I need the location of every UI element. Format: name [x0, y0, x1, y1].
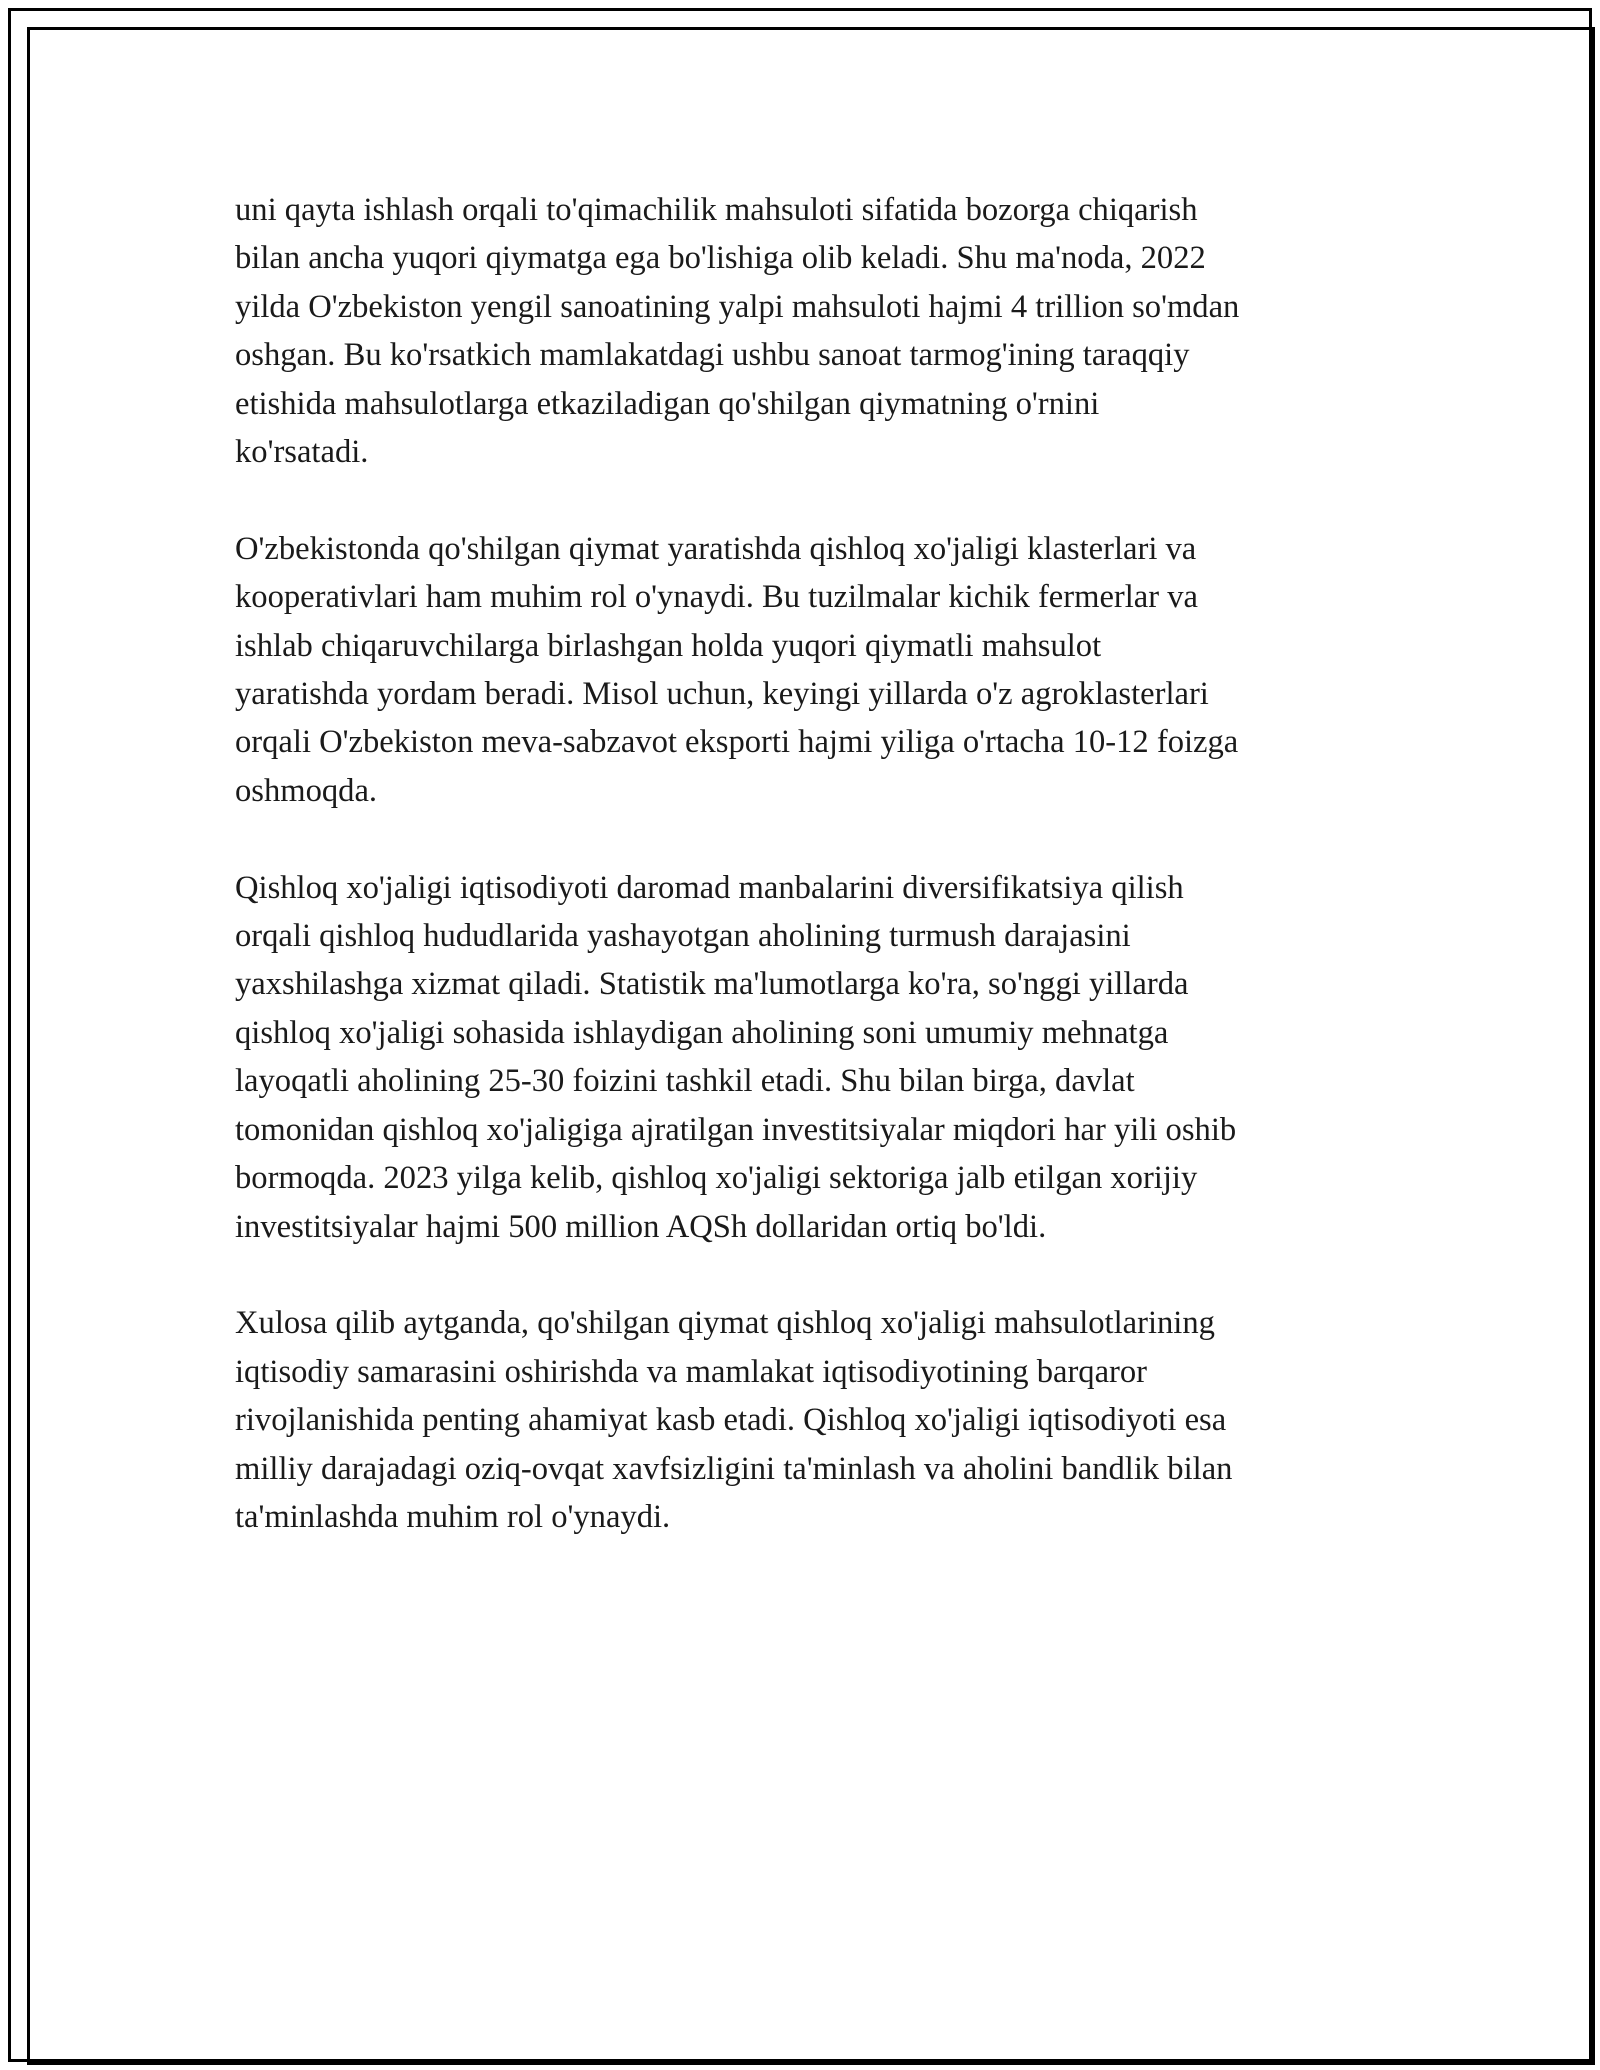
text-line: ishlab chiqaruvchilarga birlashgan holda yuqori qiymatli mahsulot	[235, 627, 1102, 664]
text-line: kooperativlari ham muhim rol o'ynaydi. Bu tuzilmalar kichik fermerlar va	[235, 579, 1199, 616]
text-line: orqali O'zbekiston meva-sabzavot eksporti hajmi yiliga o'rtacha 10-12 foizga	[235, 724, 1239, 761]
text-line: Xulosa qilib aytganda, qo'shilgan qiymat qishloq xo'jaligi mahsulotlarining	[235, 1305, 1215, 1342]
text-line: yilda O'zbekiston yengil sanoatining yalpi mahsuloti hajmi 4 trillion so'mdan	[235, 288, 1240, 325]
text-line: qishloq xo'jaligi sohasida ishlaydigan aholining soni umumiy mehnatga	[235, 1014, 1169, 1051]
text-line: rivojlanishida penting ahamiyat kasb etadi. Qishloq xo'jaligi iqtisodiyoti esa	[235, 1402, 1227, 1439]
text-line: tomonidan qishloq xo'jaligiga ajratilgan investitsiyalar miqdori har yili oshib	[235, 1111, 1237, 1148]
paragraph-2	[235, 525, 1385, 815]
text-line: yaxshilashga xizmat qiladi. Statistik ma'lumotlarga ko'ra, so'nggi yillarda	[235, 966, 1189, 1003]
paragraph-3	[235, 864, 1385, 1251]
text-line: orqali qishloq hududlarida yashayotgan aholining turmush darajasini	[235, 918, 1131, 955]
text-line: milliy darajadagi oziq-ovqat xavfsizligini ta'minlash va aholini bandlik bilan	[235, 1450, 1233, 1487]
text-line: bormoqda. 2023 yilga kelib, qishloq xo'jaligi sektoriga jalb etilgan xorijiy	[235, 1160, 1198, 1197]
text-line: etishida mahsulotlarga etkaziladigan qo'shilgan qiymatning o'rnini	[235, 385, 1100, 422]
text-line: investitsiyalar hajmi 500 million AQSh dollaridan ortiq bo'ldi.	[235, 1208, 1047, 1245]
text-line: layoqatli aholining 25-30 foizini tashkil etadi. Shu bilan birga, davlat	[235, 1063, 1135, 1100]
text-line: uni qayta ishlash orqali to'qimachilik mahsuloti sifatida bozorga chiqarish	[235, 192, 1198, 228]
text-line: ko'rsatadi.	[235, 434, 369, 471]
document-body	[235, 186, 1385, 1590]
paragraph-4	[235, 1299, 1385, 1541]
text-line: yaratishda yordam beradi. Misol uchun, keyingi yillarda o'z agroklasterlari	[235, 676, 1209, 713]
text-line: ta'minlashda muhim rol o'ynaydi.	[235, 1498, 671, 1535]
text-line: oshgan. Bu ko'rsatkich mamlakatdagi ushbu sanoat tarmog'ining taraqqiy	[235, 337, 1190, 374]
paragraph-1	[235, 186, 1385, 476]
text-line: Qishloq xo'jaligi iqtisodiyoti daromad manbalarini diversifikatsiya qilish	[235, 869, 1184, 906]
text-line: oshmoqda.	[235, 772, 378, 809]
text-line: bilan ancha yuqori qiymatga ega bo'lishiga olib keladi. Shu ma'noda, 2022	[235, 240, 1206, 277]
text-line: iqtisodiy samarasini oshirishda va mamlakat iqtisodiyotining barqaror	[235, 1353, 1148, 1390]
text-line: O'zbekistonda qo'shilgan qiymat yaratishda qishloq xo'jaligi klasterlari va	[235, 530, 1197, 567]
